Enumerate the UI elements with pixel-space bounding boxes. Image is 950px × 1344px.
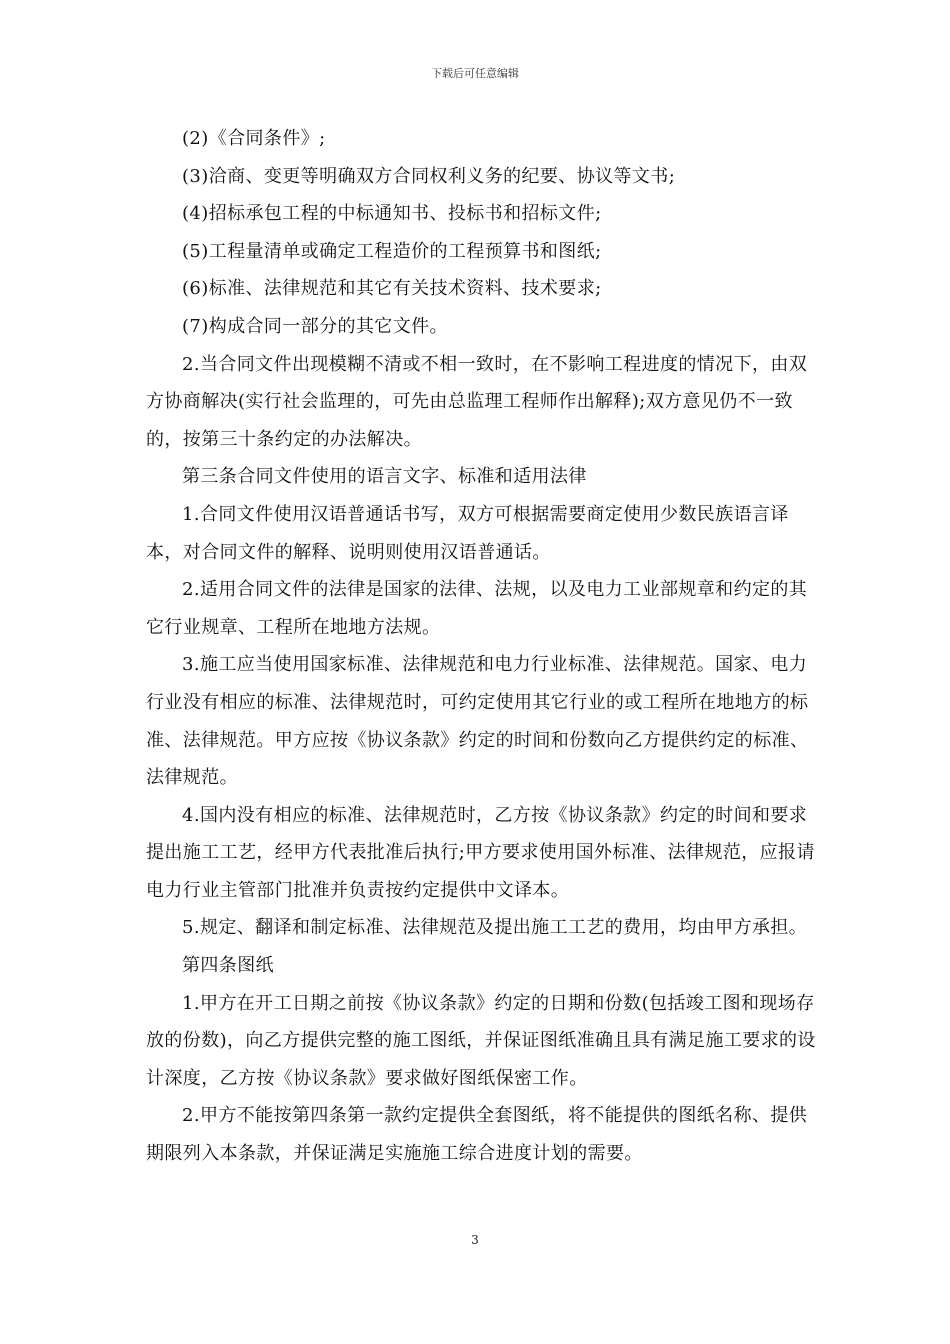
article-3-clause-1: 1.合同文件使用汉语普通话书写，双方可根据需要商定使用少数民族语言译本，对合同文件的解释、说明则使用汉语普通话。 xyxy=(146,503,789,563)
list-item-2: (2)《合同条件》; xyxy=(182,128,326,149)
document-body xyxy=(146,120,818,1173)
list-item-5: (5)工程量清单或确定工程造价的工程预算书和图纸; xyxy=(182,240,602,262)
article-3-heading: 第三条合同文件使用的语言文字、标准和适用法律 xyxy=(182,466,587,488)
page-header: 下载后可任意编辑 xyxy=(431,67,519,80)
list-item-4: (4)招标承包工程的中标通知书、投标书和招标文件; xyxy=(182,203,602,225)
list-item-3: (3)洽商、变更等明确双方合同权利义务的纪要、协议等文书; xyxy=(182,165,676,187)
article-3-clause-3: 3.施工应当使用国家标准、法律规范和电力行业标准、法律规范。国家、电力行业没有相应的标准、法律规范时，可约定使用其它行业的或工程所在地地方的标准、法律规范。甲方应按《协议条款》约定的时间和份数向乙方提供约定的标准、法律规范。 xyxy=(146,654,809,789)
article-3-clause-5: 5.规定、翻译和制定标准、法律规范及提出施工工艺的费用，均由甲方承担。 xyxy=(182,917,808,939)
list-item-6: (6)标准、法律规范和其它有关技术资料、技术要求; xyxy=(182,278,602,300)
article-4-heading: 第四条图纸 xyxy=(182,955,274,977)
article-3-clause-2: 2.适用合同文件的法律是国家的法律、法规，以及电力工业部规章和约定的其它行业规章、工程所在地地方法规。 xyxy=(146,579,808,638)
page-number: 3 xyxy=(471,1233,479,1247)
article-4-clause-2: 2.甲方不能按第四条第一款约定提供全套图纸，将不能提供的图纸名称、提供期限列入本条款，并保证满足实施施工综合进度计划的需要。 xyxy=(146,1105,808,1165)
list-item-7: (7)构成合同一部分的其它文件。 xyxy=(182,315,448,337)
paragraph-conflict-resolution: 2.当合同文件出现模糊不清或不相一致时，在不影响工程进度的情况下，由双方协商解决(实行社会监理的，可先由总监理工程师作出解释);双方意见仍不一致的，按第三十条约定的办法解决。 xyxy=(146,353,808,450)
article-3-clause-4: 4.国内没有相应的标准、法律规范时，乙方按《协议条款》约定的时间和要求提出施工工艺，经甲方代表批准后执行;甲方要求使用国外标准、法律规范，应报请电力行业主管部门批准并负责按约定提供中文译本。 xyxy=(146,804,815,901)
article-4-clause-1: 1.甲方在开工日期之前按《协议条款》约定的日期和份数(包括竣工图和现场存放的份数)，向乙方提供完整的施工图纸，并保证图纸准确且具有满足施工要求的设计深度，乙方按《协议条款》要求做好图纸保密工作。 xyxy=(146,992,816,1089)
